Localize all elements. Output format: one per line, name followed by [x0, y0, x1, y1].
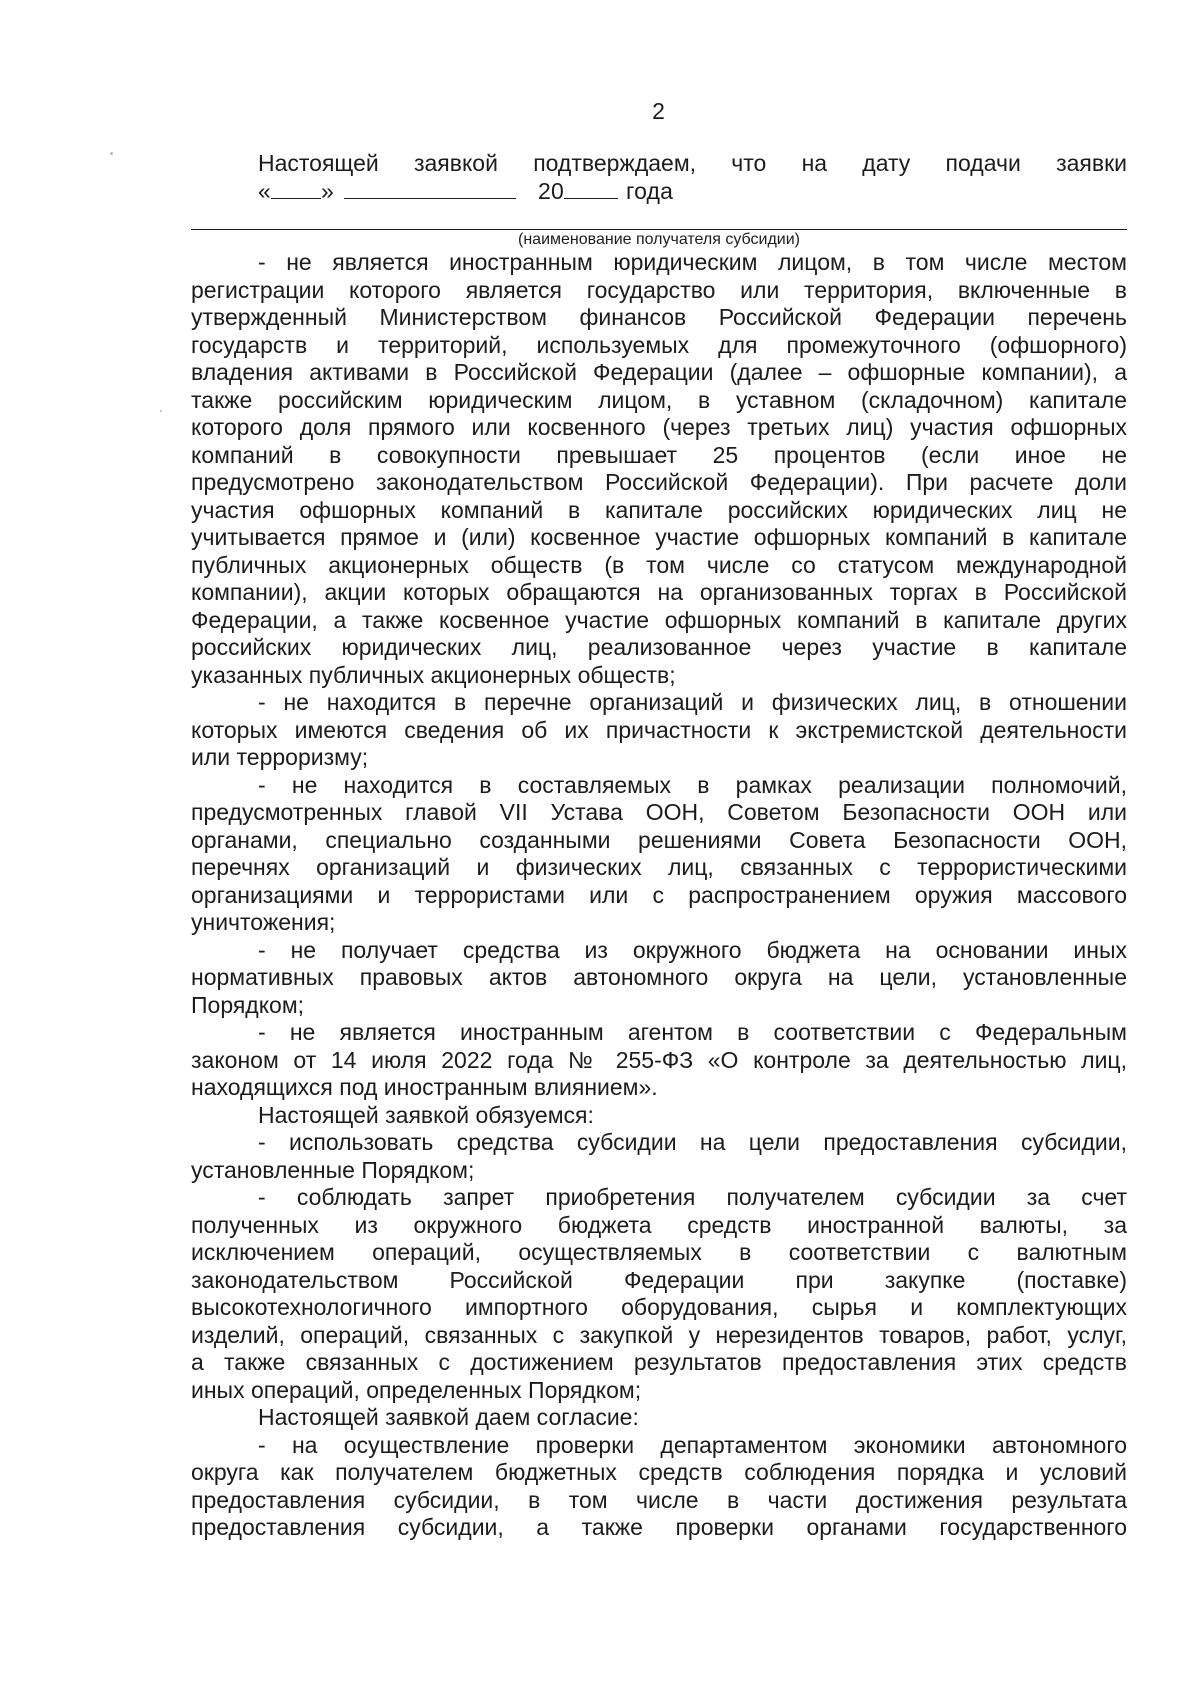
month-blank — [344, 178, 516, 199]
paragraph-line: предоставления субсидии, а также проверки органами государственного — [191, 1514, 1127, 1540]
paragraph-list — [191, 249, 1127, 1542]
paragraph — [191, 1184, 1127, 1404]
paragraph-line: установленные Порядком; — [191, 1156, 475, 1183]
paragraph-line: полученных из окружного бюджета средств иностранной валюты, за — [191, 1211, 1127, 1238]
paragraph-line: предусмотренных главой VII Устава ООН, Советом Безопасности ООН или — [191, 799, 1127, 825]
paragraph — [191, 1129, 1127, 1184]
paragraph-line: предоставления субсидии, в том числе в части достижения результата — [191, 1486, 1127, 1513]
paragraph-line: публичных акционерных обществ (в том числе со статусом международной — [191, 551, 1127, 578]
paragraph-line: предусмотрено законодательством Российской Федерации). При расчете доли — [191, 469, 1127, 495]
paragraph-line: нормативных правовых актов автономного округа на цели, установленные — [191, 964, 1127, 990]
paragraph-line: владения активами в Российской Федерации (далее – офшорные компании), а — [191, 359, 1127, 385]
paragraph-line: участия офшорных компаний в капитале российских юридических лиц не — [191, 496, 1127, 523]
paragraph-line: исключением операций, осуществляемых в соответствии с валютным — [191, 1239, 1127, 1265]
date-fill-line — [191, 178, 1127, 206]
paragraph-line: находящихся под иностранным влиянием». — [191, 1074, 658, 1100]
paragraph-line: высокотехнологичного импортного оборудования, сырья и комплектующих — [191, 1294, 1127, 1320]
paragraph-line: также российским юридическим лицом, в уставном (складочном) капитале — [191, 386, 1127, 413]
paragraph-line: которого доля прямого или косвенного (через третьих лиц) участия офшорных — [191, 414, 1127, 440]
paragraph-line: округа как получателем бюджетных средств соблюдения порядка и условий — [191, 1459, 1127, 1485]
paragraph-line: которых имеются сведения об их причастности к экстремистской деятельности — [191, 716, 1127, 743]
paragraph-line: утвержденный Министерством финансов Российской Федерации перечень — [191, 304, 1127, 330]
paragraph-line: Настоящей заявкой даем согласие: — [258, 1404, 639, 1430]
paragraph — [191, 1404, 1127, 1432]
scan-speck — [160, 410, 162, 412]
date-close-quote: » — [321, 177, 334, 204]
paragraph-line: органами, специально созданными решениями Совета Безопасности ООН, — [191, 826, 1127, 853]
paragraph-line: Настоящей заявкой обязуемся: — [258, 1101, 594, 1128]
paragraph — [191, 1432, 1127, 1542]
paragraph-line: компаний в совокупности превышает 25 процентов (если иное не — [191, 441, 1127, 468]
paragraph-line: - соблюдать запрет приобретения получателем субсидии за счет — [258, 1184, 1127, 1210]
paragraph-line: регистрации которого является государство или территория, включенные в — [191, 276, 1127, 303]
paragraph-line: компании), акции которых обращаются на организованных торгах в Российской — [191, 579, 1127, 605]
paragraph-line: - не находится в перечне организаций и физических лиц, в отношении — [258, 689, 1127, 715]
paragraph — [191, 1102, 1127, 1130]
year-prefix: 20 — [538, 177, 564, 204]
intro-line: Настоящей заявкой подтверждаем, что на дату подачи заявки — [258, 150, 1127, 176]
paragraph — [191, 249, 1127, 689]
year-blank — [564, 178, 618, 199]
recipient-caption: (наименование получателя субсидии) — [518, 231, 800, 248]
document-body — [191, 150, 1127, 1542]
paragraph-line: а также связанных с достижением результатов предоставления этих средств — [191, 1349, 1127, 1375]
paragraph-line: перечнях организаций и физических лиц, связанных с террористическими — [191, 854, 1127, 880]
paragraph-line: Порядком; — [191, 991, 305, 1018]
paragraph-line: учитывается прямое и (или) косвенное участие офшорных компаний в капитале — [191, 524, 1127, 550]
scan-speck — [110, 152, 113, 155]
paragraph — [191, 1019, 1127, 1102]
paragraph-line: иных операций, определенных Порядком; — [191, 1376, 642, 1403]
paragraph — [191, 772, 1127, 937]
recipient-field — [191, 209, 1127, 249]
paragraph-line: изделий, операций, связанных с закупкой у нерезидентов товаров, работ, услуг, — [191, 1321, 1127, 1348]
intro-paragraph — [191, 150, 1127, 205]
paragraph-line: - не получает средства из окружного бюджета на основании иных — [258, 936, 1127, 963]
date-word: года — [625, 177, 674, 204]
paragraph-line: - не находится в составляемых в рамках реализации полномочий, — [258, 771, 1127, 798]
day-blank — [271, 178, 321, 199]
date-open-quote: « — [258, 177, 271, 204]
paragraph-line: законодательством Российской Федерации при закупке (поставке) — [191, 1266, 1127, 1293]
paragraph-line: государств и территорий, используемых для промежуточного (офшорного) — [191, 331, 1127, 358]
paragraph-line: - использовать средства субсидии на цели предоставления субсидии, — [258, 1129, 1127, 1155]
paragraph-line: организациями и террористами или с распространением оружия массового — [191, 881, 1127, 908]
paragraph-line: или терроризму; — [191, 744, 369, 770]
paragraph-line: указанных публичных акционерных обществ; — [191, 661, 676, 688]
paragraph-line: - не является иностранным агентом в соответствии с Федеральным — [258, 1019, 1127, 1045]
page-number: 2 — [652, 98, 665, 124]
paragraph — [191, 937, 1127, 1020]
paragraph-line: российских юридических лиц, реализованное через участие в капитале — [191, 634, 1127, 660]
paragraph-line: законом от 14 июля 2022 года № 255-ФЗ «О контроле за деятельностью лиц, — [191, 1046, 1127, 1073]
paragraph — [191, 689, 1127, 772]
paragraph-line: - на осуществление проверки департаментом экономики автономного — [258, 1431, 1127, 1458]
paragraph-line: уничтожения; — [191, 909, 336, 935]
paragraph-line: Федерации, а также косвенное участие офшорных компаний в капитале других — [191, 606, 1127, 633]
recipient-underline — [191, 229, 1127, 230]
paragraph-line: - не является иностранным юридическим лицом, в том числе местом — [258, 249, 1127, 275]
